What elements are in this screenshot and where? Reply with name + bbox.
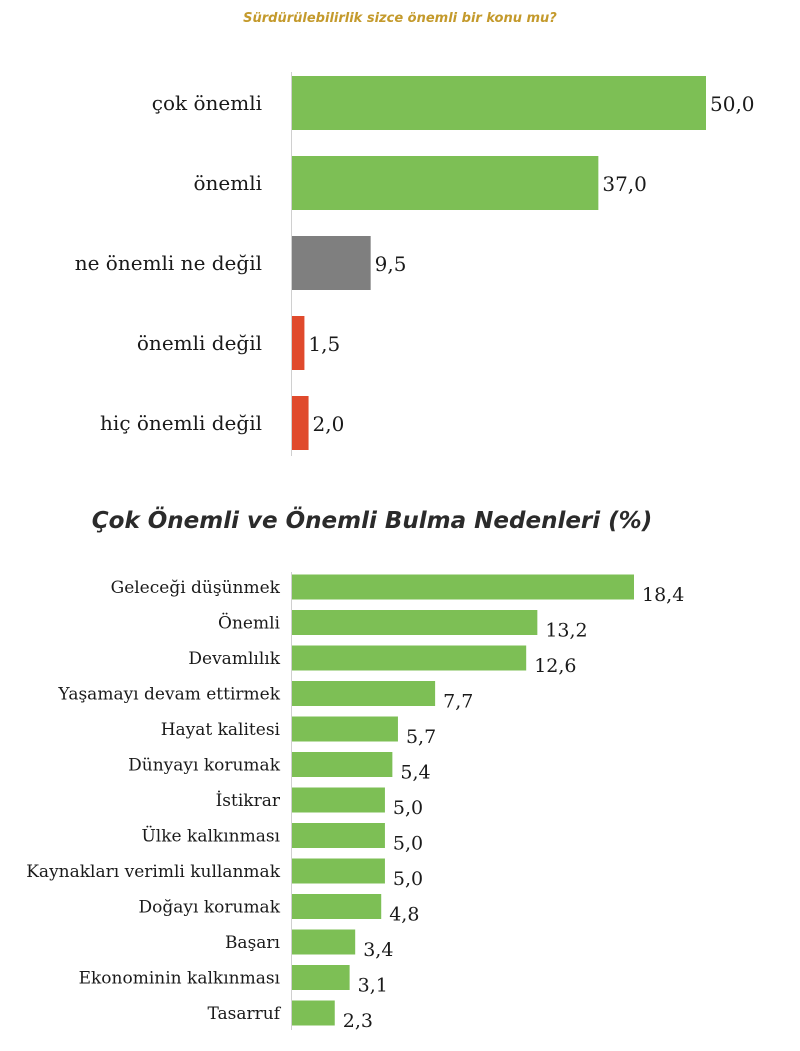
chart2-bar [292,1001,335,1026]
chart2-bar [292,823,385,848]
chart1-value-label: 9,5 [374,252,407,276]
chart2-value-label: 5,0 [392,868,424,890]
chart2-bar [292,646,526,671]
chart2-value-label: 5,0 [392,832,424,855]
chart1-title: Sürdürülebilirlik sizce önemli bir konu mu? [243,11,557,26]
chart2-bar [292,610,537,635]
chart2-value-label: 5,7 [405,726,437,748]
chart2-value-label: 5,0 [392,797,424,819]
chart2-category-label: Ülke kalkınması [141,826,280,847]
chart2-bar [292,859,385,884]
chart2-category-label: Önemli [218,613,280,634]
chart2-category-label: Kaynakları verimli kullanmak [26,862,280,882]
chart2-category-label: Ekonominin kalkınması [78,968,280,989]
chart2-bar [292,681,435,706]
chart2-category-label: İstikrar [215,791,280,811]
chart2-plot [26,572,684,1032]
chart1-bar [292,76,706,130]
chart2-title: Çok Önemli ve Önemli Bulma Nedenleri (%) [91,508,653,534]
chart2-category-label: Yaşamayı devam ettirmek [58,684,280,705]
chart2-value-label: 3,1 [357,974,388,997]
chart2-bar [292,717,398,742]
chart1-bar [292,236,371,290]
chart1-value-label: 1,5 [308,332,341,356]
chart2-category-label: Tasarruf [207,1004,280,1024]
chart1-bar [292,396,309,450]
chart2-category-label: Doğayı korumak [138,897,280,918]
chart1-category-label: önemli [193,171,262,195]
chart2-value-label: 18,4 [642,584,685,606]
chart1-category-label: ne önemli ne değil [74,251,262,275]
chart1-category-label: önemli değil [136,331,262,355]
chart2-bar [292,575,634,600]
chart2-value-label: 3,4 [363,939,394,961]
chart1-value-label: 37,0 [602,172,647,196]
chart2-category-label: Başarı [224,933,280,953]
chart1-bar [292,316,304,370]
chart2-value-label: 7,7 [443,690,474,713]
chart1-value-label: 50,0 [710,92,755,116]
chart2-bar [292,894,381,919]
chart2-value-label: 4,8 [389,903,420,926]
chart2-value-label: 12,6 [534,655,577,677]
chart1-plot [75,72,755,456]
chart2-value-label: 2,3 [342,1010,373,1032]
chart2-category-label: Hayat kalitesi [160,720,280,740]
chart2-value-label: 5,4 [400,761,431,784]
chart2-bar [292,930,355,955]
chart1-bar [292,156,598,210]
chart2-category-label: Geleceği düşünmek [110,578,280,598]
chart2-bar [292,965,350,990]
chart2-category-label: Dünyayı korumak [128,755,280,776]
chart1-value-label: 2,0 [312,412,345,436]
chart2-category-label: Devamlılık [188,649,280,669]
chart2-bar [292,788,385,813]
chart1-category-label: çok önemli [151,91,262,115]
chart1-category-label: hiç önemli değil [100,411,262,435]
chart2-value-label: 13,2 [545,619,588,642]
chart2-bar [292,752,392,777]
